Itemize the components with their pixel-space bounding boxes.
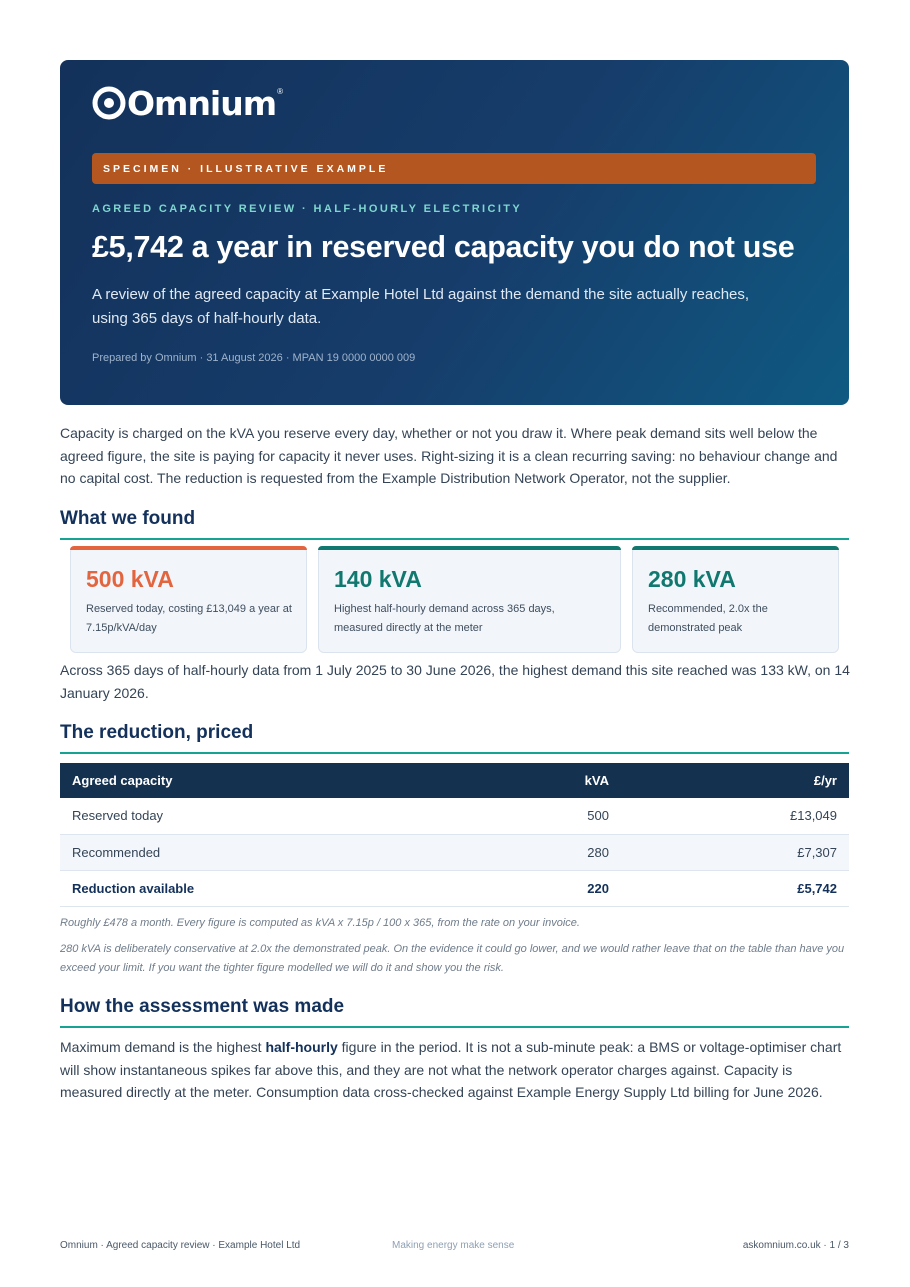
table-row	[60, 834, 849, 870]
row-cost: £5,742	[621, 870, 849, 906]
table-note-conservative: 280 kVA is deliberately conservative at 2.0x the demonstrated peak. On the evidence it could go lower, and we would rather leave that on the table than have you exceed your limit. If you want the tighter figure modelled we will do it and show you the risk.	[60, 943, 845, 974]
row-label: Recommended	[60, 834, 540, 870]
row-kva: 500	[540, 798, 621, 834]
page-subtitle: A review of the agreed capacity at Example Hotel Ltd against the demand the site actually reaches, using 365 days of half-hourly data.	[92, 286, 750, 327]
assessment-paragraph	[60, 1036, 850, 1104]
page-title: £5,742 a year in reserved capacity you do not use	[92, 230, 795, 264]
assessment-text-end: figure in the period. It is not a sub-minute peak: a BMS or voltage-optimiser chart will show instantaneous spikes far above this, and they are not what the network operator charges against. Capacity is measured directly at the meter. Consumption data cross-checked against Example Energy Supply Ltd billing for June 2026.	[60, 1039, 842, 1100]
column-header: kVA	[540, 763, 621, 798]
hero-banner	[60, 60, 849, 405]
row-cost: £7,307	[621, 834, 849, 870]
assessment-text-start: Maximum demand is the highest	[60, 1039, 266, 1055]
stat-value: 140 kVA	[334, 566, 422, 592]
row-kva: 220	[540, 870, 621, 906]
reduction-table	[60, 763, 849, 907]
report-meta: Prepared by Omnium · 31 August 2026 · MPAN 19 0000 0000 009	[92, 352, 416, 364]
omnium-logo	[92, 84, 283, 122]
stat-card-recommended	[632, 546, 839, 653]
table-row	[60, 798, 849, 834]
footer-tagline: Making energy make sense	[392, 1240, 515, 1251]
row-cost: £13,049	[621, 798, 849, 834]
found-summary: Across 365 days of half-hourly data from 1 July 2025 to 30 June 2026, the highest demand this site reached was 133 kW, on 14 January 2026.	[60, 662, 850, 701]
stat-value: 280 kVA	[648, 566, 736, 592]
table-row-total	[60, 870, 849, 906]
stat-card-reserved	[70, 546, 307, 653]
section-heading-assessment: How the assessment was made	[60, 996, 849, 1028]
row-label: Reserved today	[60, 798, 540, 834]
table-header-row	[60, 763, 849, 798]
column-header: £/yr	[621, 763, 849, 798]
registered-mark: ®	[277, 86, 284, 96]
table-note-monthly: Roughly £478 a month. Every figure is computed as kVA x 7.15p / 100 x 365, from the rate on your invoice.	[60, 917, 580, 929]
stat-description: Recommended, 2.0x the demonstrated peak	[648, 603, 768, 634]
specimen-banner: SPECIMEN · ILLUSTRATIVE EXAMPLE	[92, 153, 816, 184]
stat-value: 500 kVA	[86, 566, 174, 592]
logo-wordmark: Omnium	[127, 83, 277, 123]
section-heading-found: What we found	[60, 508, 849, 540]
column-header: Agreed capacity	[60, 763, 540, 798]
footer-left: Omnium · Agreed capacity review · Example Hotel Ltd	[60, 1240, 301, 1251]
omnium-mark-icon	[92, 86, 126, 120]
intro-paragraph: Capacity is charged on the kVA you reserve every day, whether or not you draw it. Where peak demand sits well below the agreed figure, the site is paying for capacity it never uses. Right-sizing it is a clean recurring saving: no behaviour change and no capital cost. The reduction is requested from the Example Distribution Network Operator, not the supplier.	[60, 425, 838, 486]
stat-card-peak	[318, 546, 621, 653]
stat-description: Reserved today, costing £13,049 a year at 7.15p/kVA/day	[86, 603, 292, 634]
row-label: Reduction available	[60, 870, 540, 906]
assessment-emphasis: half-hourly	[265, 1039, 338, 1055]
section-heading-reduction: The reduction, priced	[60, 722, 849, 754]
footer-right: askomnium.co.uk · 1 / 3	[742, 1240, 849, 1251]
report-eyebrow: AGREED CAPACITY REVIEW · HALF-HOURLY ELECTRICITY	[92, 203, 523, 215]
stat-description: Highest half-hourly demand across 365 days, measured directly at the meter	[334, 603, 555, 634]
row-kva: 280	[540, 834, 621, 870]
